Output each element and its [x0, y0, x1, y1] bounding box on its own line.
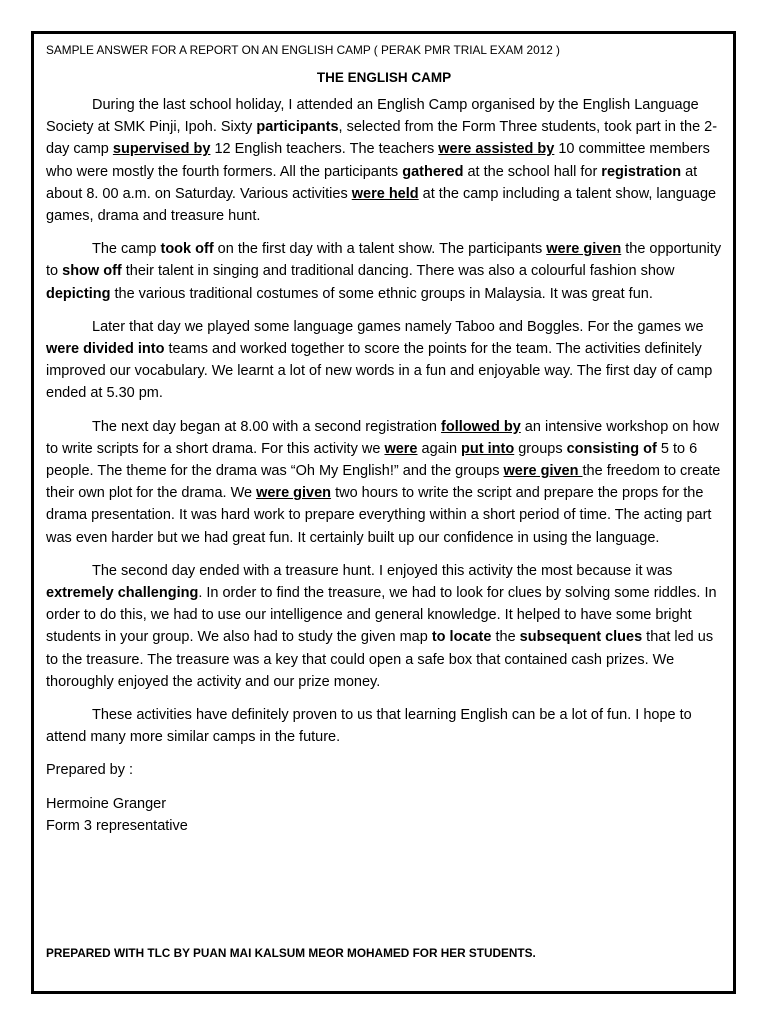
author-name: Hermoine Granger	[46, 795, 167, 812]
paragraph-1	[46, 94, 722, 227]
emphasized-phrase: were divided into	[46, 341, 165, 358]
text-run: Later that day we played some language games namely Taboo and Boggles. For the games we	[92, 318, 704, 335]
text-run: groups	[514, 440, 567, 457]
text-run: again	[417, 440, 462, 457]
text-run: two hours to write the script and prepare the props for the drama presentation. It was hard work to prepare everything within a short period of time. The acting part was even harder but we had great fun. It certainly built up our confidence in using the language.	[46, 485, 712, 546]
emphasized-phrase: supervised by	[112, 141, 211, 158]
text-run: at the camp including a talent show, language games, drama and treasure hunt.	[46, 185, 717, 225]
text-run: The second day ended with a treasure hunt. I enjoyed this activity the most because it was	[92, 562, 673, 579]
document-header: SAMPLE ANSWER FOR A REPORT ON AN ENGLISH CAMP ( PERAK PMR TRIAL EXAM 2012 )	[46, 43, 560, 57]
emphasized-phrase: were held	[351, 185, 419, 202]
text-run: These activities have definitely proven to us that learning English can be a lot of fun. I hope to attend many more similar camps in the future.	[46, 707, 692, 746]
emphasized-phrase: were given	[503, 463, 583, 480]
emphasized-phrase: were assisted by	[438, 141, 555, 158]
emphasized-phrase: depicting	[46, 285, 111, 302]
text-run: 10 committee members who were mostly the fourth formers. All the participants	[46, 141, 710, 180]
text-run: an intensive workshop on how to write scripts for a short drama. For this activity we	[46, 418, 720, 457]
text-run: on the first day with a talent show. The participants	[213, 241, 547, 258]
text-run: 12 English teachers. The teachers	[210, 141, 439, 158]
emphasized-phrase: put into	[461, 440, 515, 457]
emphasized-phrase: consisting of	[566, 440, 657, 457]
text-run: The camp	[92, 241, 161, 258]
paragraph-4	[46, 416, 722, 549]
emphasized-phrase: registration	[601, 163, 682, 180]
text-run: the opportunity to	[46, 241, 722, 280]
text-run: The next day began at 8.00 with a second registration	[92, 418, 442, 435]
text-run: at the school hall for	[463, 163, 602, 180]
text-run: . In order to find the treasure, we had to look for clues by solving some riddles. In order to do this, we had to use our intelligence and general knowledge. It helped to have some bright students in your group. We also had to study the given map	[46, 585, 717, 646]
text-run: their talent in singing and traditional dancing. There was also a colourful fashion show	[121, 263, 675, 280]
document-footer: PREPARED WITH TLC BY PUAN MAI KALSUM MEOR MOHAMED FOR HER STUDENTS.	[46, 946, 536, 960]
emphasized-phrase: were given	[546, 241, 622, 258]
text-run: the	[491, 629, 520, 646]
report-title: THE ENGLISH CAMP	[316, 70, 452, 85]
text-run: 5 to 6 people. The theme for the drama was “Oh My English!” and the groups	[46, 440, 698, 480]
emphasized-phrase: show off	[62, 263, 122, 280]
paragraph-5	[46, 560, 722, 693]
text-run: at about 8. 00 a.m. on Saturday. Various activities	[46, 163, 698, 202]
author-role: Form 3 representative	[46, 817, 188, 834]
emphasized-phrase: subsequent clues	[519, 629, 643, 646]
text-run: the freedom to create their own plot for the drama. We	[46, 463, 721, 502]
paragraph-2	[46, 238, 722, 305]
emphasized-phrase: participants	[256, 119, 339, 136]
text-run: During the last school holiday, I attended an English Camp organised by the English Language Society at SMK Pinji, Ipoh. Sixty	[46, 97, 699, 136]
emphasized-phrase: took off	[160, 241, 214, 258]
prepared-by-label: Prepared by :	[46, 762, 134, 779]
emphasized-phrase: were	[384, 440, 418, 457]
text-run: , selected from the Form Three students, took part in the 2-day camp	[46, 119, 718, 158]
emphasized-phrase: extremely challenging	[46, 585, 199, 602]
text-run: that led us to the treasure. The treasure was a key that could open a safe box that contained cash prizes. We thoroughly enjoyed the activity and our prize money.	[46, 629, 714, 690]
emphasized-phrase: gathered	[402, 163, 464, 180]
emphasized-phrase: followed by	[441, 418, 521, 435]
emphasized-phrase: were given	[256, 485, 332, 502]
text-run: the various traditional costumes of some ethnic groups in Malaysia. It was great fun.	[110, 285, 653, 302]
emphasized-phrase: to locate	[431, 629, 492, 646]
paragraph-6	[46, 704, 722, 748]
report-document	[46, 38, 722, 837]
paragraph-3	[46, 316, 722, 405]
text-run: teams and worked together to score the points for the team. The activities definitely improved our vocabulary. We learnt a lot of new words in a fun and enjoyable way. The first day of camp ended at 5.30 pm.	[46, 341, 713, 402]
